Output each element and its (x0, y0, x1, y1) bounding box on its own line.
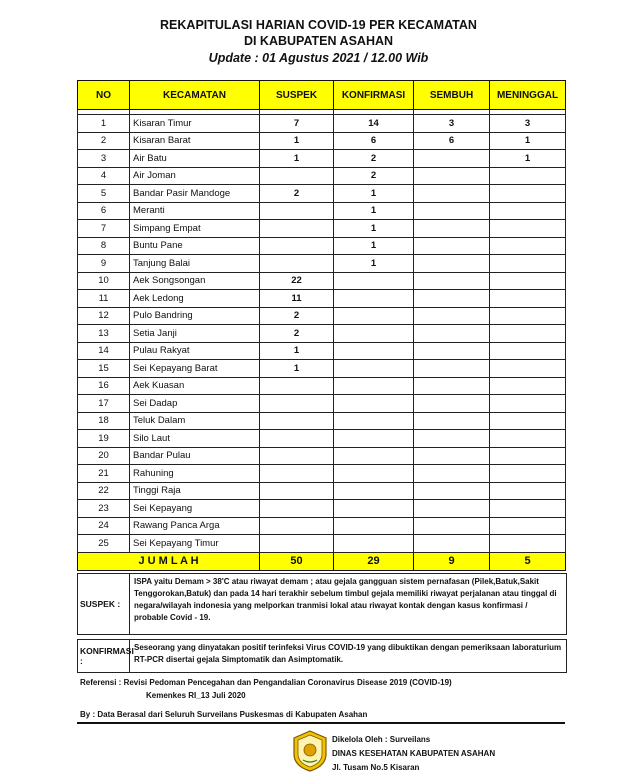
konfirmasi-definition (77, 639, 567, 673)
total-row (78, 552, 566, 570)
divider (77, 722, 565, 724)
row-konfirmasi (334, 272, 414, 290)
table-row (78, 482, 566, 500)
row-meninggal (490, 290, 566, 308)
row-kecamatan: Rahuning (130, 465, 260, 483)
row-kecamatan: Aek Ledong (130, 290, 260, 308)
row-meninggal (490, 167, 566, 185)
row-no: 6 (78, 202, 130, 220)
row-no: 22 (78, 482, 130, 500)
managed-by: Dikelola Oleh : Surveilans (332, 735, 431, 744)
row-no: 9 (78, 255, 130, 273)
row-sembuh (414, 185, 490, 203)
row-konfirmasi (334, 360, 414, 378)
row-suspek: 1 (260, 150, 334, 168)
row-kecamatan: Setia Janji (130, 325, 260, 343)
table-row (78, 325, 566, 343)
row-sembuh (414, 412, 490, 430)
row-no: 3 (78, 150, 130, 168)
report-subtitle: DI KABUPATEN ASAHAN (243, 34, 394, 48)
row-meninggal (490, 255, 566, 273)
row-konfirmasi: 14 (334, 115, 414, 133)
row-konfirmasi: 1 (334, 220, 414, 238)
row-no: 17 (78, 395, 130, 413)
row-konfirmasi: 1 (334, 237, 414, 255)
table-row (78, 412, 566, 430)
row-meninggal (490, 430, 566, 448)
row-suspek: 1 (260, 342, 334, 360)
reference-line2: Kemenkes RI_13 Juli 2020 (146, 691, 246, 700)
row-sembuh (414, 290, 490, 308)
row-kecamatan: Air Joman (130, 167, 260, 185)
row-kecamatan: Pulau Rakyat (130, 342, 260, 360)
row-suspek: 7 (260, 115, 334, 133)
table-row (78, 535, 566, 553)
row-kecamatan: Bandar Pulau (130, 447, 260, 465)
suspek-definition (77, 573, 567, 635)
table-row (78, 272, 566, 290)
col-header-sembuh: SEMBUH (414, 81, 490, 110)
row-meninggal: 1 (490, 132, 566, 150)
row-meninggal (490, 447, 566, 465)
row-no: 20 (78, 447, 130, 465)
row-kecamatan: Sei Kepayang Timur (130, 535, 260, 553)
table-header-row (78, 81, 566, 110)
asahan-regency-emblem-icon (291, 730, 329, 772)
row-no: 5 (78, 185, 130, 203)
col-header-kecamatan: KECAMATAN (130, 81, 260, 110)
row-sembuh (414, 377, 490, 395)
row-konfirmasi (334, 307, 414, 325)
row-meninggal: 1 (490, 150, 566, 168)
data-source: By : Data Berasal dari Seluruh Surveilans Puskesmas di Kabupaten Asahan (80, 710, 368, 719)
row-suspek (260, 535, 334, 553)
row-no: 25 (78, 535, 130, 553)
row-kecamatan: Buntu Pane (130, 237, 260, 255)
table-row (78, 237, 566, 255)
total-konfirmasi: 29 (334, 552, 414, 570)
row-konfirmasi (334, 517, 414, 535)
row-meninggal: 3 (490, 115, 566, 133)
total-sembuh: 9 (414, 552, 490, 570)
row-suspek (260, 220, 334, 238)
row-sembuh (414, 202, 490, 220)
row-kecamatan: Teluk Dalam (130, 412, 260, 430)
row-meninggal (490, 482, 566, 500)
row-sembuh (414, 307, 490, 325)
row-konfirmasi (334, 500, 414, 518)
row-konfirmasi: 1 (334, 202, 414, 220)
row-kecamatan: Simpang Empat (130, 220, 260, 238)
row-suspek: 2 (260, 185, 334, 203)
row-no: 7 (78, 220, 130, 238)
row-no: 2 (78, 132, 130, 150)
row-suspek: 22 (260, 272, 334, 290)
row-kecamatan: Tanjung Balai (130, 255, 260, 273)
row-konfirmasi: 1 (334, 185, 414, 203)
table-row (78, 307, 566, 325)
row-kecamatan: Silo Laut (130, 430, 260, 448)
row-suspek (260, 430, 334, 448)
row-konfirmasi: 2 (334, 150, 414, 168)
row-meninggal (490, 377, 566, 395)
row-kecamatan: Air Batu (130, 150, 260, 168)
row-konfirmasi (334, 412, 414, 430)
row-no: 19 (78, 430, 130, 448)
table-row (78, 202, 566, 220)
table-row (78, 430, 566, 448)
row-kecamatan: Sei Kepayang (130, 500, 260, 518)
row-no: 13 (78, 325, 130, 343)
row-suspek (260, 395, 334, 413)
row-sembuh (414, 360, 490, 378)
table-row (78, 290, 566, 308)
agency-address: Jl. Tusam No.5 Kisaran (332, 763, 420, 772)
row-sembuh (414, 482, 490, 500)
row-suspek (260, 412, 334, 430)
table-row (78, 167, 566, 185)
row-no: 14 (78, 342, 130, 360)
row-konfirmasi (334, 342, 414, 360)
row-kecamatan: Sei Dadap (130, 395, 260, 413)
row-sembuh (414, 430, 490, 448)
row-meninggal (490, 237, 566, 255)
row-suspek (260, 167, 334, 185)
row-konfirmasi (334, 290, 414, 308)
row-suspek: 11 (260, 290, 334, 308)
table-row (78, 377, 566, 395)
konfirmasi-label: KONFIRMASI : (78, 640, 130, 672)
row-sembuh: 3 (414, 115, 490, 133)
row-no: 24 (78, 517, 130, 535)
row-sembuh (414, 535, 490, 553)
row-kecamatan: Kisaran Timur (130, 115, 260, 133)
row-konfirmasi (334, 535, 414, 553)
row-no: 21 (78, 465, 130, 483)
row-meninggal (490, 465, 566, 483)
row-konfirmasi (334, 377, 414, 395)
col-header-meninggal: MENINGGAL (490, 81, 566, 110)
col-header-konfirmasi: KONFIRMASI (334, 81, 414, 110)
table-body (78, 110, 566, 553)
reference-line1: Referensi : Revisi Pedoman Pencegahan dan Pengandalian Coronavirus Disease 2019 (COVID-19) (80, 678, 452, 687)
row-sembuh (414, 517, 490, 535)
table-row (78, 395, 566, 413)
row-sembuh (414, 325, 490, 343)
row-no: 23 (78, 500, 130, 518)
row-meninggal (490, 202, 566, 220)
row-sembuh (414, 255, 490, 273)
reference (80, 676, 452, 702)
row-kecamatan: Sei Kepayang Barat (130, 360, 260, 378)
table-row (78, 150, 566, 168)
row-sembuh: 6 (414, 132, 490, 150)
row-no: 11 (78, 290, 130, 308)
row-konfirmasi (334, 482, 414, 500)
row-sembuh (414, 272, 490, 290)
row-sembuh (414, 342, 490, 360)
total-label: J U M L A H (78, 552, 260, 570)
row-meninggal (490, 272, 566, 290)
row-konfirmasi: 6 (334, 132, 414, 150)
row-suspek: 1 (260, 360, 334, 378)
row-kecamatan: Kisaran Barat (130, 132, 260, 150)
row-no: 15 (78, 360, 130, 378)
row-meninggal (490, 307, 566, 325)
table-row (78, 185, 566, 203)
row-kecamatan: Bandar Pasir Mandoge (130, 185, 260, 203)
covid-recap-table (77, 80, 566, 571)
row-suspek (260, 517, 334, 535)
row-suspek: 1 (260, 132, 334, 150)
row-no: 16 (78, 377, 130, 395)
total-meninggal: 5 (490, 552, 566, 570)
row-kecamatan: Aek Kuasan (130, 377, 260, 395)
row-konfirmasi: 2 (334, 167, 414, 185)
row-meninggal (490, 220, 566, 238)
row-meninggal (490, 395, 566, 413)
row-no: 8 (78, 237, 130, 255)
row-suspek (260, 377, 334, 395)
row-kecamatan: Meranti (130, 202, 260, 220)
row-sembuh (414, 395, 490, 413)
row-no: 4 (78, 167, 130, 185)
total-suspek: 50 (260, 552, 334, 570)
row-konfirmasi (334, 395, 414, 413)
row-sembuh (414, 237, 490, 255)
row-meninggal (490, 500, 566, 518)
report-title: REKAPITULASI HARIAN COVID-19 PER KECAMATAN (160, 18, 477, 32)
col-header-suspek: SUSPEK (260, 81, 334, 110)
row-konfirmasi: 1 (334, 255, 414, 273)
row-meninggal (490, 342, 566, 360)
row-suspek (260, 447, 334, 465)
row-suspek (260, 237, 334, 255)
row-meninggal (490, 360, 566, 378)
row-no: 10 (78, 272, 130, 290)
row-no: 12 (78, 307, 130, 325)
update-date: Update : 01 Agustus 2021 / 12.00 Wib (208, 51, 429, 65)
row-kecamatan: Pulo Bandring (130, 307, 260, 325)
row-sembuh (414, 150, 490, 168)
row-konfirmasi (334, 465, 414, 483)
row-suspek (260, 255, 334, 273)
table-row (78, 465, 566, 483)
suspek-text: ISPA yaitu Demam > 38'C atau riwayat demam ; atau gejala gangguan sistem pernafasan (Pilek,Batuk,Sakit Tenggorokan,Batuk) dan pada 14 hari terakhir sebelum timbul gejala memiliki riwayat perjalanan atau tinggal di negara/wilayah indonesia yang melporkan tranmisi lokal atau riwayat kontak dengan kasus konfirmasi / probable Covid - 19. (134, 577, 557, 622)
agency-name: DINAS KESEHATAN KABUPATEN ASAHAN (332, 749, 496, 758)
row-suspek (260, 465, 334, 483)
row-meninggal (490, 535, 566, 553)
row-suspek: 2 (260, 307, 334, 325)
row-sembuh (414, 167, 490, 185)
row-sembuh (414, 447, 490, 465)
row-meninggal (490, 412, 566, 430)
konfirmasi-text: Seseorang yang dinyatakan positif terinfeksi Virus COVID-19 yang dibuktikan dengan pemeriksaan laboraturium RT-PCR disertai gejala Simptomatik dan Asimptomatik. (134, 643, 562, 664)
row-kecamatan: Aek Songsongan (130, 272, 260, 290)
table-row (78, 220, 566, 238)
row-no: 1 (78, 115, 130, 133)
row-kecamatan: Rawang Panca Arga (130, 517, 260, 535)
row-konfirmasi (334, 447, 414, 465)
row-no: 18 (78, 412, 130, 430)
row-sembuh (414, 220, 490, 238)
row-suspek: 2 (260, 325, 334, 343)
table-row (78, 360, 566, 378)
row-meninggal (490, 517, 566, 535)
managed-by-block (332, 733, 495, 775)
table-row (78, 517, 566, 535)
table-row (78, 342, 566, 360)
suspek-label: SUSPEK : (78, 574, 130, 634)
table-row (78, 447, 566, 465)
row-konfirmasi (334, 325, 414, 343)
table-row (78, 132, 566, 150)
col-header-no: NO (78, 81, 130, 110)
table-row (78, 255, 566, 273)
row-meninggal (490, 185, 566, 203)
row-sembuh (414, 500, 490, 518)
row-suspek (260, 482, 334, 500)
row-sembuh (414, 465, 490, 483)
row-meninggal (490, 325, 566, 343)
row-konfirmasi (334, 430, 414, 448)
row-kecamatan: Tinggi Raja (130, 482, 260, 500)
table-row (78, 500, 566, 518)
row-suspek (260, 500, 334, 518)
row-suspek (260, 202, 334, 220)
table-row (78, 115, 566, 133)
